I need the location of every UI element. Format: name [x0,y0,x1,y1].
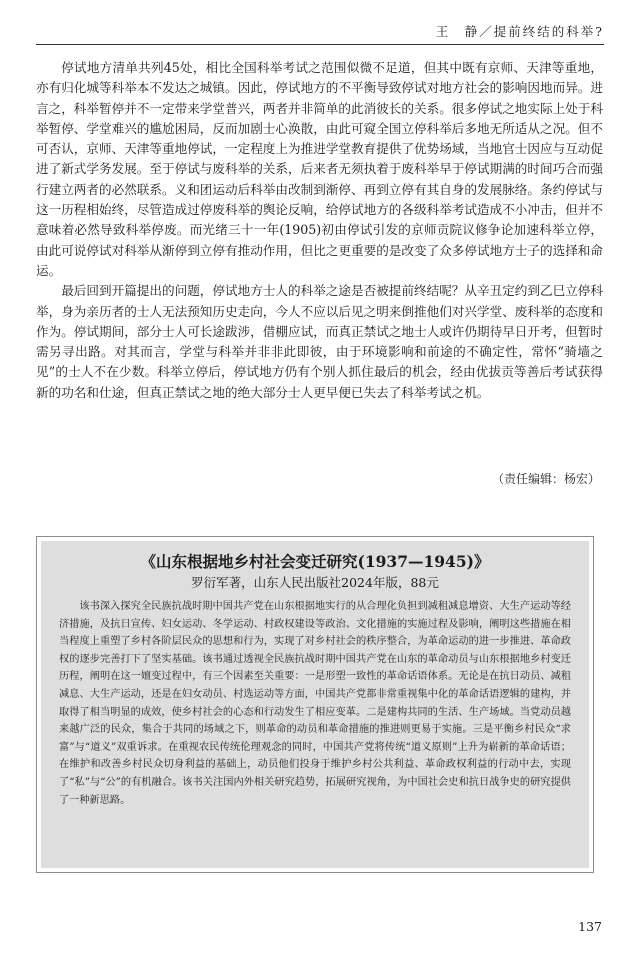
book-review-meta: 罗衍军著，山东人民出版社2024年版，88元 [191,575,439,590]
header-rule [36,44,604,45]
article-paragraph-2: 最后回到开篇提出的问题，停试地方士人的科举之途是否被提前终结呢？从辛丑定约到乙巳立停科举，身为亲历者的士人无法预知历史走向，今人不应以后见之明来倒推他们对兴学堂、废科举的态度和作为。停试期间，部分士人可长途跋涉，借棚应试，而真正禁试之地士人或许仍期待早日开考，但暂时需另寻出路。对其而言，学堂与科举并非非此即彼，由于环境影响和前途的不确定性，常怀“骑墙之见”的士人不在少数。科举立停后，停试地方仍有个别人抓住最后的机会，经由优拔贡等善后考试获得新的功名和仕途，但真正禁试之地的绝大部分士人更早便已失去了科举考试之机。 [36,283,603,400]
book-review-title: 《山东根据地乡村社会变迁研究(1937—1945)》 [140,552,490,571]
book-review-box [36,536,594,873]
book-review-inner [41,541,589,868]
page-number: 137 [578,919,602,934]
article-paragraph-1: 停试地方清单共列45处，相比全国科举考试之范围似微不足道，但其中既有京师、天津等重地，亦有归化城等科举本不发达之城镇。因此，停试地方的不平衡导致停试对地方社会的影响因地而异。进言之，科举暂停并不一定带来学堂普兴，两者并非简单的此消彼长的关系。很多停试之地实际上处于科举暂停、学堂难兴的尴尬困局，反而加剧士心涣散，由此可窥全国立停科举后多地无所适从之况。但不可否认，京师、天津等重地停试，一定程度上为推进学堂教育提供了优势场域，当地官士因应与互动促进了新式学务发展。至于停试与废科举的关系，后来者无须执着于废科举早于停试期满的时间巧合而强行建立两者的必然联系。义和团运动后科举由改制到渐停、再到立停有其自身的发展脉络。条约停试与这一历程相始终，尽管造成过停废科举的舆论反响，给停试地方的各级科举考试造成不小冲击，但并不意味着必然导致科举停废。而光绪三十一年(1905)初由停试引发的京师贡院议修争论加速科举立停，由此可说停试对科举从渐停到立停有推动作用，但比之更重要的是改变了众多停试地方士子的选择和命运。 [36,60,603,278]
book-review-summary: 该书深入探究全民族抗战时期中国共产党在山东根据地实行的从合理化负担到减租减息增资、大生产运动等经济措施，及抗日宣传、妇女运动、冬学运动、村政权建设等政治、文化措施的实施过程及影响，阐明这些措施在相当程度上重塑了乡村各阶层民众的思想和行为，实现了对乡村社会的秩序整合，为革命运动的进一步推进、革命政权的逐步完善打下了坚实基础。该书通过透视全民族抗战时期中国共产党在山东的革命动员与山东根据地乡村变迁历程，阐明在这一嬗变过程中，有三个因素至关重要：一是形塑一致性的革命话语体系。无论是在抗日动员、减租减息、大生产运动，还是在妇女动员、村选运动等方面，中国共产党都非常重视集中化的革命话语逻辑的建构，并取得了相当明显的成效，使乡村社会的心态和行动发生了相应变革。二是建构共同的生活、生产场域。当党动员越来越广泛的民众，集合于共同的场域之下，则革命的动员和革命措施的推进则更易于实施。三是平衡乡村民众“求富”与“道义”双重诉求。在重视农民传统伦理观念的同时，中国共产党将传统“道义原则”上升为崭新的革命话语；在维护和改善乡村民众切身利益的基础上，动员他们投身于维护乡村公共利益、革命政权利益的行动中去，实现了“私”与“公”的有机融合。该书关注国内外相关研究趋势，拓展研究视角，为中国社会史和抗日战争史的研究提供了一种新思路。 [59,601,571,806]
running-header: 王 静／提前终结的科举? [435,24,604,39]
editor-note: （责任编辑：杨宏） [491,472,600,486]
article-body [36,58,603,403]
